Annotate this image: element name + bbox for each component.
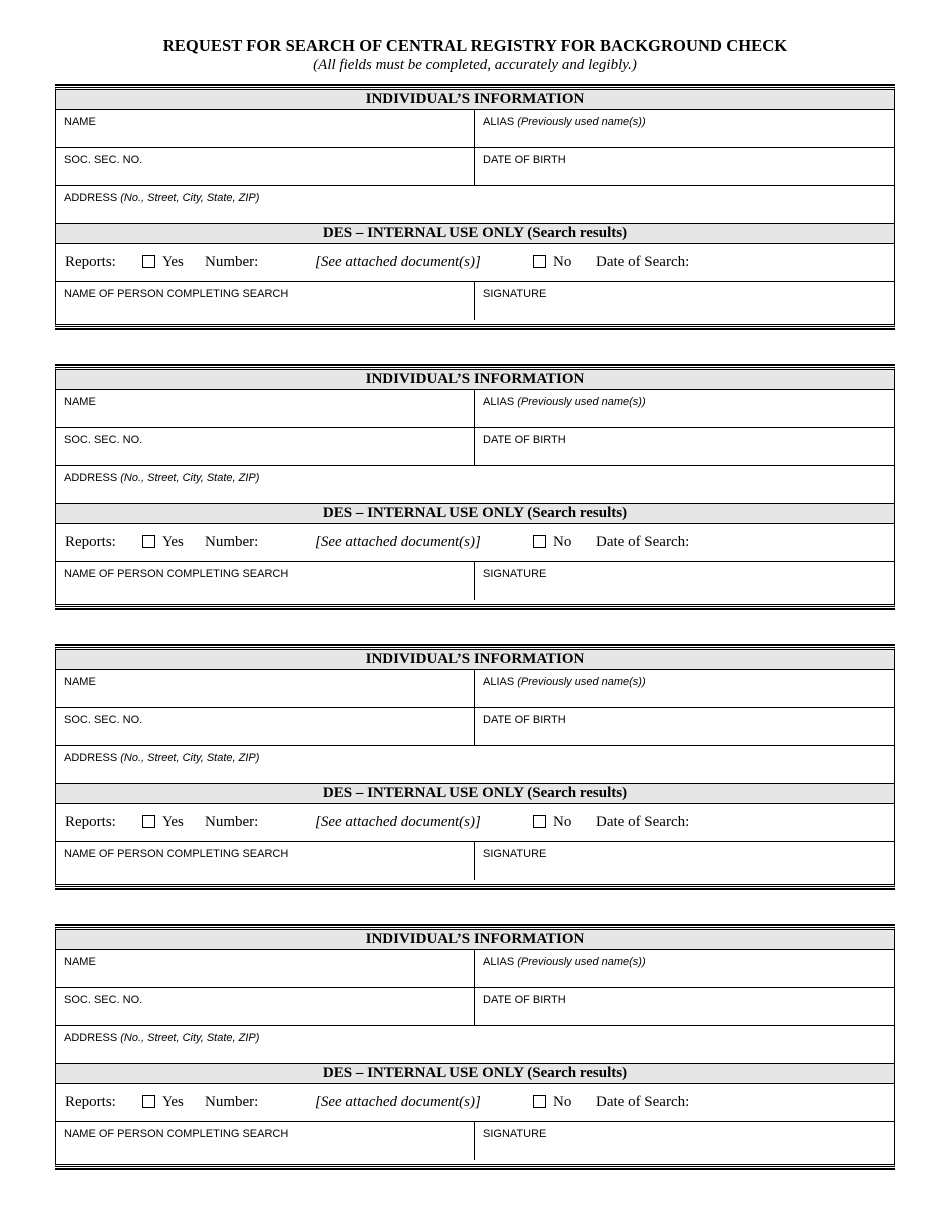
dob-field[interactable] [475,988,894,1025]
address-label: ADDRESS (No., Street, City, State, ZIP) [64,192,260,204]
attached-documents-note: [See attached document(s)] [315,1094,481,1110]
number-label: Number: [205,254,259,270]
no-label: No [553,534,572,550]
alias-label: ALIAS (Previously used name(s)) [483,116,646,128]
address-field[interactable] [56,1026,894,1063]
number-label: Number: [205,1094,259,1110]
ssn-dob-row [56,708,894,746]
alias-field[interactable] [475,390,894,427]
signature-field[interactable] [475,842,894,880]
alias-label: ALIAS (Previously used name(s)) [483,396,646,408]
signature-field[interactable] [475,562,894,600]
signature-label: SIGNATURE [483,1128,547,1140]
no-checkbox[interactable] [533,815,546,828]
attached-documents-note: [See attached document(s)] [315,534,481,550]
individual-info-header: INDIVIDUAL’S INFORMATION [56,90,894,110]
completing-person-label: NAME OF PERSON COMPLETING SEARCH [64,288,289,300]
no-label: No [553,1094,572,1110]
individual-info-header: INDIVIDUAL’S INFORMATION [56,650,894,670]
address-field[interactable] [56,746,894,783]
yes-checkbox[interactable] [142,535,155,548]
address-hint: (No., Street, City, State, ZIP) [120,472,260,484]
reports-label: Reports: [65,254,116,270]
completing-person-field[interactable] [56,1122,475,1160]
completing-person-label: NAME OF PERSON COMPLETING SEARCH [64,568,289,580]
individual-info-header: INDIVIDUAL’S INFORMATION [56,930,894,950]
address-hint: (No., Street, City, State, ZIP) [120,752,260,764]
completing-person-field[interactable] [56,562,475,600]
ssn-field[interactable] [56,988,475,1025]
reports-row [56,1084,894,1122]
name-field[interactable] [56,110,475,147]
yes-label: Yes [162,254,184,270]
name-field[interactable] [56,390,475,427]
alias-hint: (Previously used name(s)) [517,396,646,408]
no-checkbox[interactable] [533,535,546,548]
name-alias-row [56,390,894,428]
des-internal-header: DES – INTERNAL USE ONLY (Search results) [56,503,894,524]
reports-row [56,524,894,562]
no-label: No [553,814,572,830]
dob-field[interactable] [475,708,894,745]
completion-row [56,282,894,320]
name-label: NAME [64,396,96,408]
ssn-label: SOC. SEC. NO. [64,994,143,1006]
attached-documents-note: [See attached document(s)] [315,814,481,830]
alias-field[interactable] [475,670,894,707]
yes-label: Yes [162,534,184,550]
completion-row [56,842,894,880]
date-of-search-label: Date of Search: [596,814,690,830]
dob-label: DATE OF BIRTH [483,434,566,446]
address-hint: (No., Street, City, State, ZIP) [120,192,260,204]
ssn-label: SOC. SEC. NO. [64,154,143,166]
signature-field[interactable] [475,1122,894,1160]
search-request-form-1 [55,87,895,327]
des-internal-header: DES – INTERNAL USE ONLY (Search results) [56,783,894,804]
address-field[interactable] [56,466,894,503]
address-row [56,186,894,223]
reports-label: Reports: [65,1094,116,1110]
individual-info-header: INDIVIDUAL’S INFORMATION [56,370,894,390]
name-label: NAME [64,676,96,688]
name-label: NAME [64,956,96,968]
ssn-field[interactable] [56,708,475,745]
date-of-search-label: Date of Search: [596,254,690,270]
completing-person-field[interactable] [56,842,475,880]
reports-row [56,244,894,282]
address-field[interactable] [56,186,894,223]
reports-label: Reports: [65,814,116,830]
alias-hint: (Previously used name(s)) [517,956,646,968]
yes-checkbox[interactable] [142,255,155,268]
dob-label: DATE OF BIRTH [483,994,566,1006]
name-label: NAME [64,116,96,128]
des-internal-header: DES – INTERNAL USE ONLY (Search results) [56,223,894,244]
dob-field[interactable] [475,148,894,185]
alias-label: ALIAS (Previously used name(s)) [483,676,646,688]
name-field[interactable] [56,950,475,987]
address-label: ADDRESS (No., Street, City, State, ZIP) [64,752,260,764]
yes-checkbox[interactable] [142,815,155,828]
page-header [0,36,950,74]
signature-field[interactable] [475,282,894,320]
search-request-form-2 [55,367,895,607]
yes-label: Yes [162,1094,184,1110]
search-request-form-3 [55,647,895,887]
reports-row [56,804,894,842]
des-internal-header: DES – INTERNAL USE ONLY (Search results) [56,1063,894,1084]
alias-label: ALIAS (Previously used name(s)) [483,956,646,968]
name-alias-row [56,110,894,148]
no-checkbox[interactable] [533,1095,546,1108]
alias-hint: (Previously used name(s)) [517,676,646,688]
ssn-dob-row [56,148,894,186]
dob-label: DATE OF BIRTH [483,714,566,726]
completion-row [56,562,894,600]
address-row [56,466,894,503]
ssn-dob-row [56,428,894,466]
address-hint: (No., Street, City, State, ZIP) [120,1032,260,1044]
yes-checkbox[interactable] [142,1095,155,1108]
number-label: Number: [205,534,259,550]
signature-label: SIGNATURE [483,848,547,860]
address-row [56,1026,894,1063]
document-subtitle: (All fields must be completed, accurately and legibly.) [313,57,637,73]
completing-person-label: NAME OF PERSON COMPLETING SEARCH [64,1128,289,1140]
address-label: ADDRESS (No., Street, City, State, ZIP) [64,1032,260,1044]
dob-field[interactable] [475,428,894,465]
search-request-form-4 [55,927,895,1167]
name-alias-row [56,670,894,708]
no-label: No [553,254,572,270]
name-alias-row [56,950,894,988]
no-checkbox[interactable] [533,255,546,268]
date-of-search-label: Date of Search: [596,1094,690,1110]
document-title: REQUEST FOR SEARCH OF CENTRAL REGISTRY FOR BACKGROUND CHECK [162,36,788,55]
completing-person-label: NAME OF PERSON COMPLETING SEARCH [64,848,289,860]
ssn-dob-row [56,988,894,1026]
alias-hint: (Previously used name(s)) [517,116,646,128]
ssn-field[interactable] [56,428,475,465]
yes-label: Yes [162,814,184,830]
address-label: ADDRESS (No., Street, City, State, ZIP) [64,472,260,484]
number-label: Number: [205,814,259,830]
signature-label: SIGNATURE [483,288,547,300]
signature-label: SIGNATURE [483,568,547,580]
dob-label: DATE OF BIRTH [483,154,566,166]
alias-field[interactable] [475,110,894,147]
date-of-search-label: Date of Search: [596,534,690,550]
ssn-label: SOC. SEC. NO. [64,434,143,446]
name-field[interactable] [56,670,475,707]
address-row [56,746,894,783]
attached-documents-note: [See attached document(s)] [315,254,481,270]
reports-label: Reports: [65,534,116,550]
ssn-label: SOC. SEC. NO. [64,714,143,726]
alias-field[interactable] [475,950,894,987]
completing-person-field[interactable] [56,282,475,320]
ssn-field[interactable] [56,148,475,185]
completion-row [56,1122,894,1160]
